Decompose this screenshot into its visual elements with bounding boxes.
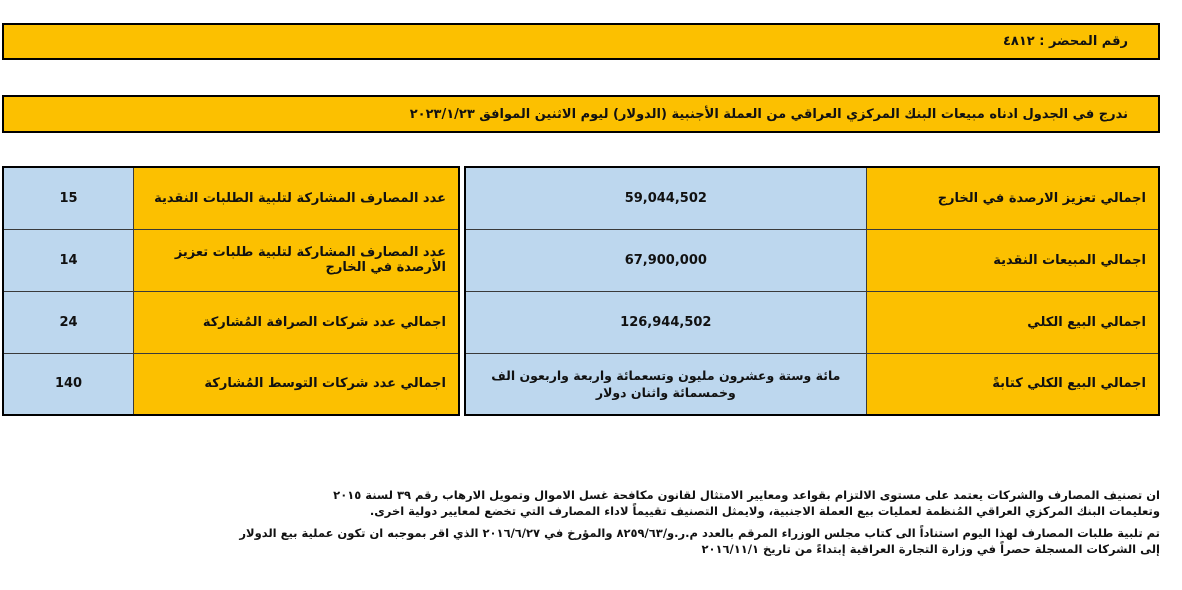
total-foreign-balances-label: اجمالي تعزيز الارصدة في الخارج (866, 167, 1159, 229)
total-cash-sales-label: اجمالي المبيعات النقدية (866, 229, 1159, 291)
note-line: وتعليمات البنك المركزي العراقي المُنظمة لعمليات بيع العملة الاجنبية، ولايمثل التصنيف تقييماً لاداء المصارف التي تخضع لمعايير دولية اخرى. (369, 504, 1160, 518)
table-row (465, 229, 1159, 291)
total-sales-label: اجمالي البيع الكلي (866, 291, 1159, 353)
table-row (465, 167, 1159, 229)
brokerage-companies-label: اجمالي عدد شركات التوسط المُشاركة (134, 353, 459, 415)
table-row (3, 167, 459, 229)
total-sales-value: 126,944,502 (465, 291, 866, 353)
note-line: ان تصنيف المصارف والشركات يعتمد على مستوى الالتزام بقواعد ومعايير الامتثال لقانون مكافحة غسل الاموال وتمويل الارهاب رقم ٣٩ لسنة ٢٠١٥ (333, 488, 1160, 502)
table-row (3, 353, 459, 415)
intro-banner (2, 95, 1160, 133)
note-line: تم تلبية طلبات المصارف لهذا اليوم استناداً الى كتاب مجلس الوزراء المرقم بالعدد م.ر.و/٨٢٥٩/٦٣ والمؤرخ في ٢٠١٦/٦/٢٧ الذي اقر بموجبه ان تكون عملية بيع الدولار (239, 526, 1160, 540)
cash-banks-label: عدد المصارف المشاركة لتلبية الطلبات النقدية (134, 167, 459, 229)
transfer-banks-label: عدد المصارف المشاركة لتلبية طلبات تعزيز الأرصدة في الخارج (134, 229, 459, 291)
minutes-number: رقم المحضر : ٤٨١٢ (1002, 34, 1128, 49)
total-foreign-balances-value: 59,044,502 (465, 167, 866, 229)
participants-table (2, 166, 460, 416)
notes-section (20, 487, 1160, 557)
exchange-companies-count: 24 (3, 291, 134, 353)
transfer-banks-count: 14 (3, 229, 134, 291)
exchange-companies-label: اجمالي عدد شركات الصرافة المُشاركة (134, 291, 459, 353)
table-row (465, 291, 1159, 353)
table-row (465, 353, 1159, 415)
total-cash-sales-value: 67,900,000 (465, 229, 866, 291)
total-sales-in-words-label: اجمالي البيع الكلي كتابةً (866, 353, 1159, 415)
minutes-number-banner (2, 23, 1160, 60)
table-row (3, 229, 459, 291)
sales-totals-table (464, 166, 1160, 416)
total-sales-in-words-value: مائة وستة وعشرون مليون وتسعمائة واربعة واربعون الف وخمسمائة واثنان دولار (465, 353, 866, 415)
note-line: إلى الشركات المسجلة حصراً في وزارة التجارة العراقية إبتداءً من تاريخ ٢٠١٦/١١/١ (701, 542, 1160, 556)
cash-banks-count: 15 (3, 167, 134, 229)
intro-text: ندرج في الجدول ادناه مبيعات البنك المركزي العراقي من العملة الأجنبية (الدولار) ليوم الاثنين الموافق ٢٠٢٣/١/٢٣ (409, 106, 1128, 122)
brokerage-companies-count: 140 (3, 353, 134, 415)
table-row (3, 291, 459, 353)
